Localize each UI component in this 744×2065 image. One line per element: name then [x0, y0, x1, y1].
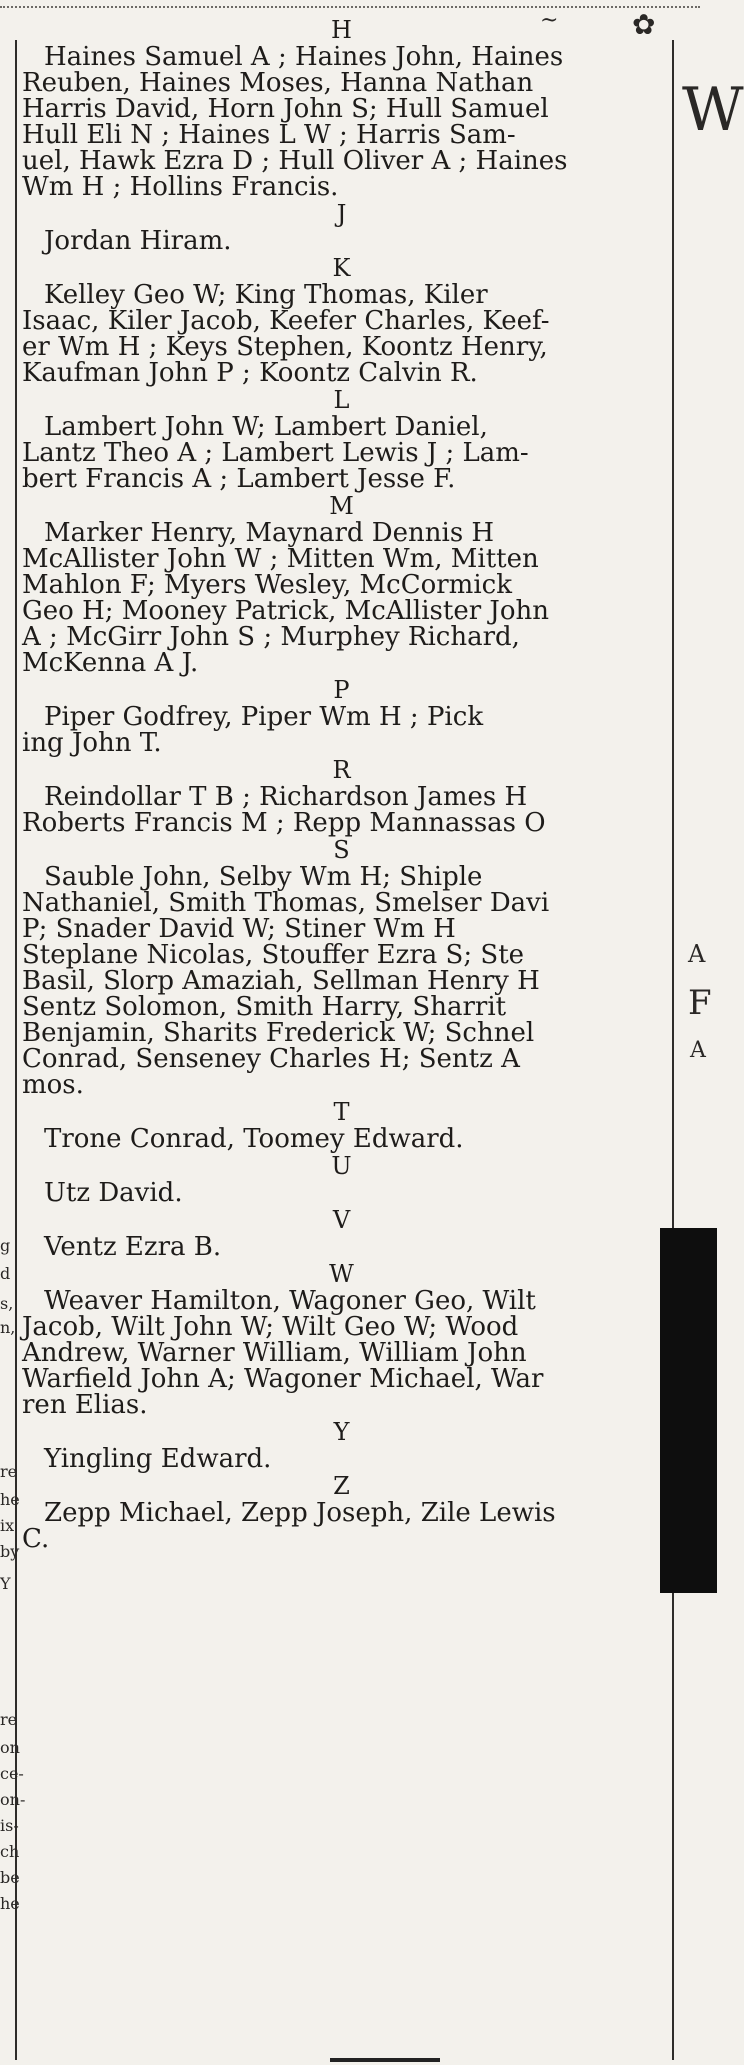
directory-line: Mahlon F; Myers Wesley, McCormick	[22, 570, 512, 600]
section-letter: M	[329, 492, 355, 520]
left-margin-fragment: on-	[0, 1790, 26, 1809]
left-margin-fragment: by	[0, 1542, 20, 1561]
directory-line: P; Snader David W; Stiner Wm H	[22, 914, 456, 944]
left-margin-fragment: s,	[0, 1294, 14, 1313]
directory-line: Benjamin, Sharits Frederick W; Schnel	[22, 1018, 535, 1048]
directory-section	[22, 1152, 662, 1206]
section-letter: R	[332, 756, 352, 784]
left-margin-fragment: d	[0, 1264, 11, 1283]
directory-line: ren Elias.	[22, 1390, 148, 1420]
directory-section	[22, 386, 662, 492]
section-letter: K	[332, 254, 352, 282]
section-letter: J	[336, 200, 348, 228]
section-letter: Y	[333, 1418, 351, 1446]
directory-line: McAllister John W ; Mitten Wm, Mitten	[22, 544, 539, 574]
directory-line: C.	[22, 1524, 50, 1554]
directory-line: Yingling Edward.	[44, 1444, 272, 1474]
section-letter: L	[333, 386, 351, 414]
directory-line: Steplane Nicolas, Stouffer Ezra S; Ste	[22, 940, 525, 970]
directory-line: Jordan Hiram.	[44, 226, 232, 256]
directory-section	[22, 1418, 662, 1472]
directory-line: McKenna A J.	[22, 648, 199, 678]
directory-line: Geo H; Mooney Patrick, McAllister John	[22, 596, 549, 626]
directory-line: uel, Hawk Ezra D ; Hull Oliver A ; Haines	[22, 146, 568, 176]
top-dotted-rule	[0, 6, 700, 10]
directory-line: Ventz Ezra B.	[44, 1232, 222, 1262]
directory-section	[22, 16, 662, 200]
directory-section	[22, 676, 662, 756]
directory-section	[22, 1472, 662, 1552]
left-margin-fragment: re	[0, 1462, 18, 1481]
directory-line: Lambert John W; Lambert Daniel,	[44, 412, 488, 442]
directory-section	[22, 1260, 662, 1418]
directory-line: Andrew, Warner William, William John	[22, 1338, 527, 1368]
directory-line: Nathaniel, Smith Thomas, Smelser Davi	[22, 888, 550, 918]
directory-line: Marker Henry, Maynard Dennis H	[44, 518, 495, 548]
left-margin-fragment: he	[0, 1490, 20, 1509]
section-letter: T	[333, 1098, 351, 1126]
right-margin-fragment: W	[682, 75, 744, 145]
directory-line: Kelley Geo W; King Thomas, Kiler	[44, 280, 488, 310]
section-letter: W	[329, 1260, 355, 1288]
directory-section	[22, 254, 662, 386]
directory-line: mos.	[22, 1070, 84, 1100]
directory-section	[22, 200, 662, 254]
directory-line: Sauble John, Selby Wm H; Shiple	[44, 862, 483, 892]
directory-line: Harris David, Horn John S; Hull Samuel	[22, 94, 549, 124]
left-margin-fragment: is-	[0, 1816, 19, 1835]
right-margin-fragment: A	[690, 1038, 706, 1063]
directory-section	[22, 492, 662, 676]
directory-line: Weaver Hamilton, Wagoner Geo, Wilt	[44, 1286, 536, 1316]
directory-line: Haines Samuel A ; Haines John, Haines	[44, 42, 564, 72]
left-margin-fragment: be	[0, 1868, 20, 1887]
directory-line: Trone Conrad, Toomey Edward.	[44, 1124, 464, 1154]
right-margin-fragment: F	[688, 983, 712, 1023]
directory-line: Utz David.	[44, 1178, 183, 1208]
name-directory-column	[22, 16, 662, 1552]
section-letter: H	[331, 16, 353, 44]
right-margin-fragment: A	[688, 940, 706, 968]
section-letter: S	[333, 836, 351, 864]
left-margin-fragment: Y	[0, 1574, 11, 1593]
directory-line: Zepp Michael, Zepp Joseph, Zile Lewis	[44, 1498, 556, 1528]
directory-line: Reuben, Haines Moses, Hanna Nathan	[22, 68, 534, 98]
left-margin-fragment: he	[0, 1894, 20, 1913]
bottom-rule	[330, 2058, 440, 2062]
directory-section	[22, 1206, 662, 1260]
directory-section	[22, 756, 662, 836]
directory-line: Roberts Francis M ; Repp Mannassas O	[22, 808, 546, 838]
directory-line: ing John T.	[22, 728, 162, 758]
directory-line: Isaac, Kiler Jacob, Keefer Charles, Keef-	[22, 306, 550, 336]
left-margin-fragment: on	[0, 1738, 20, 1757]
directory-line: Piper Godfrey, Piper Wm H ; Pick	[44, 702, 484, 732]
directory-section	[22, 1098, 662, 1152]
left-margin-fragment: g	[0, 1236, 11, 1255]
directory-section	[22, 836, 662, 1098]
directory-line: Wm H ; Hollins Francis.	[22, 172, 339, 202]
left-margin-fragment: re	[0, 1710, 18, 1729]
directory-line: bert Francis A ; Lambert Jesse F.	[22, 464, 456, 494]
fleuron-icon: ~	[540, 8, 559, 33]
section-letter: P	[333, 676, 351, 704]
directory-line: Sentz Solomon, Smith Harry, Sharrit	[22, 992, 507, 1022]
ornament-icon: ✿	[632, 8, 656, 41]
directory-line: er Wm H ; Keys Stephen, Koontz Henry,	[22, 332, 548, 362]
directory-line: Basil, Slorp Amaziah, Sellman Henry H	[22, 966, 540, 996]
section-letter: V	[332, 1206, 352, 1234]
left-margin-fragment: ce-	[0, 1764, 24, 1783]
directory-line: Conrad, Senseney Charles H; Sentz A	[22, 1044, 520, 1074]
left-margin-fragment: ix	[0, 1516, 15, 1535]
left-column-rule	[15, 40, 17, 2060]
directory-line: Jacob, Wilt John W; Wilt Geo W; Wood	[22, 1312, 519, 1342]
left-margin-fragment: ch	[0, 1842, 20, 1861]
directory-line: Kaufman John P ; Koontz Calvin R.	[22, 358, 478, 388]
directory-line: Hull Eli N ; Haines L W ; Harris Sam-	[22, 120, 516, 150]
left-margin-fragment: n,	[0, 1318, 16, 1337]
right-column-rule	[672, 40, 674, 2060]
section-letter: Z	[333, 1472, 351, 1500]
dark-page-edge	[660, 1228, 717, 1593]
directory-line: Lantz Theo A ; Lambert Lewis J ; Lam-	[22, 438, 529, 468]
directory-line: Reindollar T B ; Richardson James H	[44, 782, 528, 812]
directory-line: A ; McGirr John S ; Murphey Richard,	[22, 622, 520, 652]
directory-line: Warfield John A; Wagoner Michael, War	[22, 1364, 544, 1394]
section-letter: U	[331, 1152, 353, 1180]
